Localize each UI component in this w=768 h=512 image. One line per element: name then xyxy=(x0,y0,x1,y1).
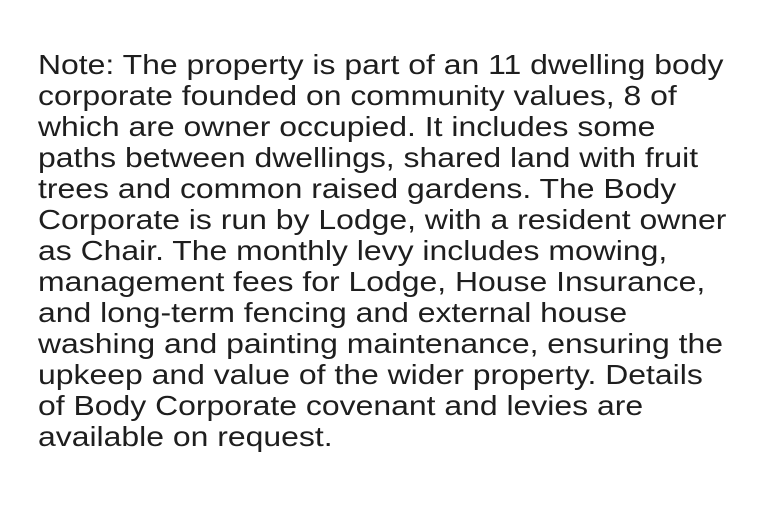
note-text-block xyxy=(38,49,745,452)
note-line: as Chair. The monthly levy includes mowing, xyxy=(38,235,668,266)
note-line: management fees for Lodge, House Insurance, xyxy=(38,266,706,297)
note-line: of Body Corporate covenant and levies are xyxy=(38,390,644,421)
note-line: which are owner occupied. It includes some xyxy=(38,111,656,142)
note-line: available on request. xyxy=(38,421,333,452)
note-line: Corporate is run by Lodge, with a resident owner xyxy=(38,204,727,235)
note-line: washing and painting maintenance, ensuring the xyxy=(38,328,723,359)
note-line: paths between dwellings, shared land with fruit xyxy=(38,142,699,173)
note-line: trees and common raised gardens. The Body xyxy=(38,173,677,204)
note-line: corporate founded on community values, 8 of xyxy=(38,80,677,111)
note-line: upkeep and value of the wider property. Details xyxy=(38,359,703,390)
note-line: Note: The property is part of an 11 dwelling body xyxy=(38,49,724,80)
note-line: and long-term fencing and external house xyxy=(38,297,628,328)
